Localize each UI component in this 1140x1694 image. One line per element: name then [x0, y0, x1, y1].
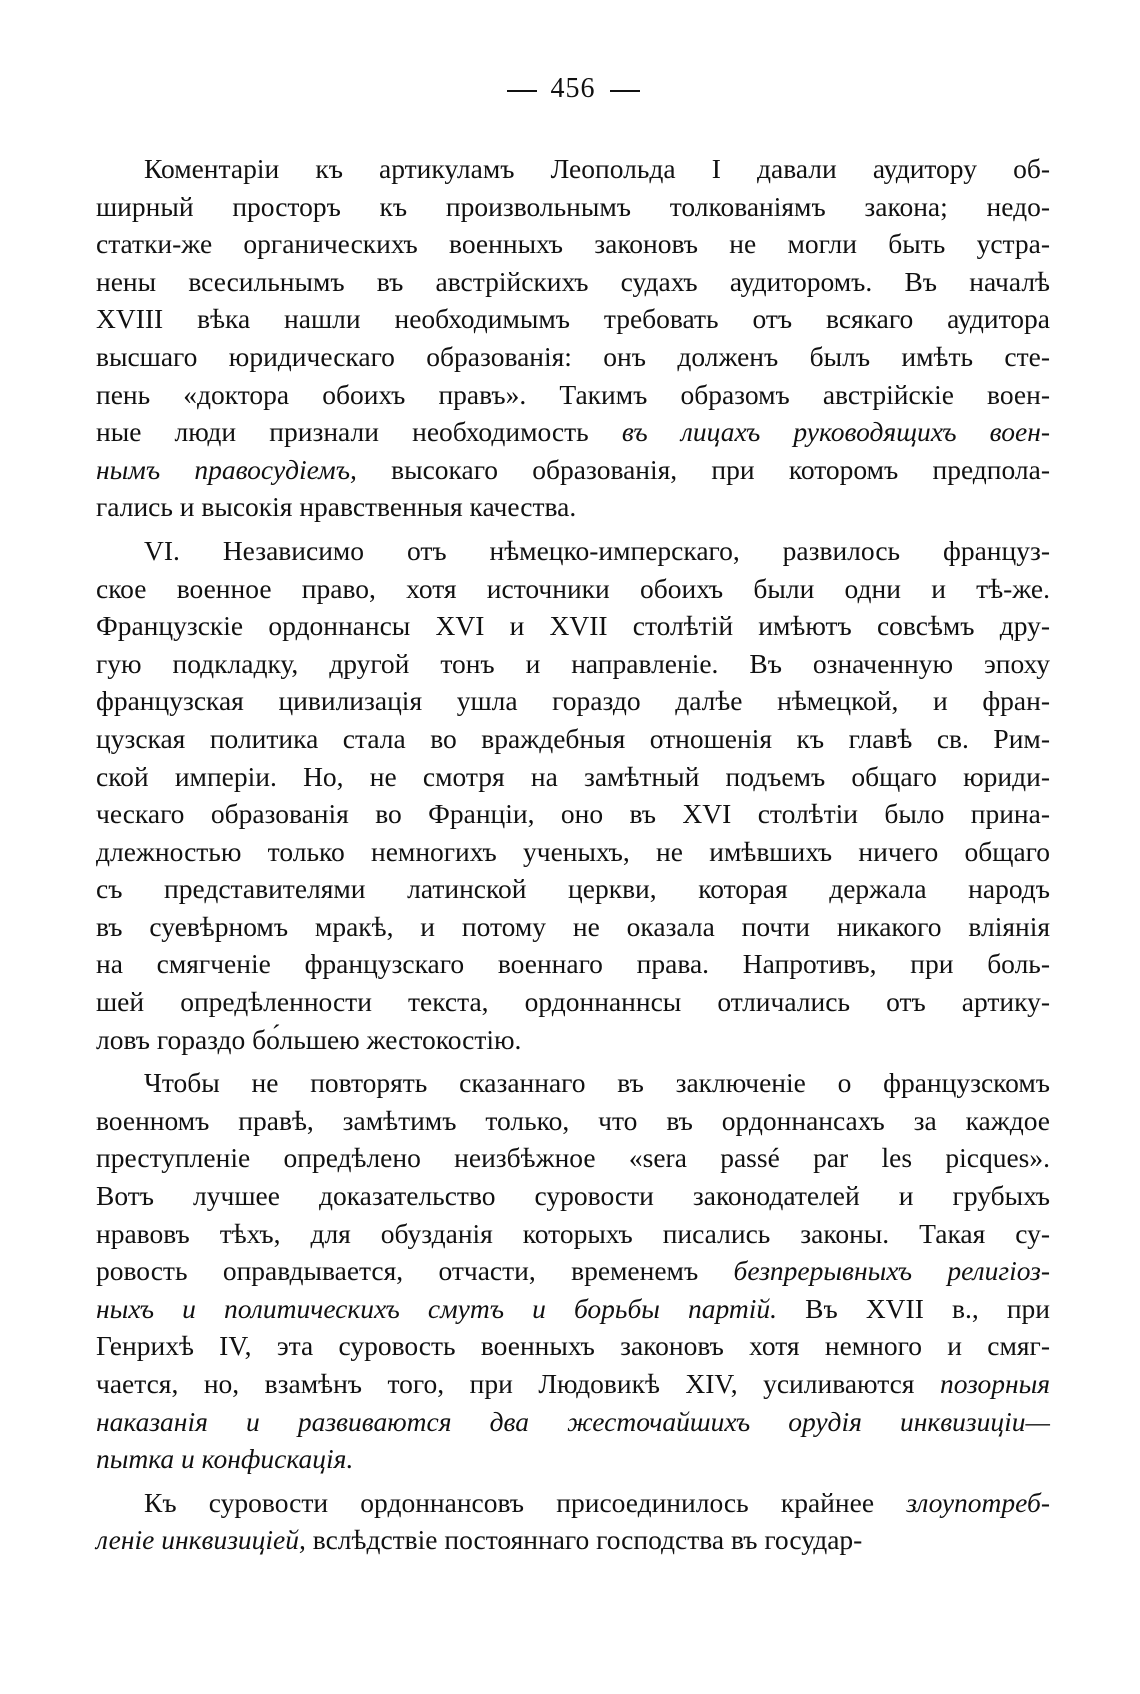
text-line — [96, 225, 1050, 263]
text-line — [96, 488, 1050, 526]
text-run: Генрихѣ IV, эта суровость военныхъ законовъ хотя немного и смяг- — [96, 1330, 1050, 1362]
text-run: цузская политика стала во враждебныя отношенія къ главѣ св. Рим- — [96, 722, 1050, 754]
text-run: ской имперіи. Но, не смотря на замѣтный подъемъ общаго юриди- — [96, 760, 1050, 792]
text-run: Къ суровости ордоннансовъ присоединилось крайнее — [144, 1486, 907, 1518]
text-line — [96, 682, 1050, 720]
text-line — [96, 1327, 1050, 1365]
text-line — [96, 1403, 1050, 1441]
text-line — [96, 188, 1050, 226]
text-run: ные люди признали необходимость — [96, 416, 622, 448]
text-line — [96, 1064, 1050, 1102]
text-line — [96, 1440, 1050, 1478]
text-run: длежностью только немногихъ ученыхъ, не имѣвшихъ ничего общаго — [96, 835, 1050, 867]
text-line — [96, 338, 1050, 376]
italic-text-run: леніе инквизиціей, — [96, 1524, 306, 1556]
text-line — [96, 570, 1050, 608]
paragraph — [96, 532, 1050, 1058]
text-run: Чтобы не повторять сказаннаго въ заключеніе о французскомъ — [144, 1067, 1050, 1099]
text-line — [96, 150, 1050, 188]
paragraph — [96, 1064, 1050, 1478]
text-line — [96, 645, 1050, 683]
italic-text-run: злоупотреб- — [906, 1486, 1050, 1518]
italic-text-run: въ лицахъ руководящихъ воен- — [621, 416, 1051, 448]
text-line — [96, 1177, 1050, 1215]
text-run: пень «доктора обоихъ правъ». Такимъ образомъ австрійскіе воен- — [96, 378, 1050, 410]
text-line — [96, 758, 1050, 796]
book-page — [96, 72, 1050, 1559]
italic-text-run: позорныя — [939, 1368, 1050, 1399]
text-run: французская цивилизація ушла гораздо далѣе нѣмецкой, и фран- — [96, 685, 1050, 717]
text-line — [96, 1215, 1050, 1253]
text-line — [96, 607, 1050, 645]
text-line — [96, 532, 1050, 570]
text-run: Вотъ лучшее доказательство суровости законодателей и грубыхъ — [96, 1180, 1050, 1212]
text-run: въ суевѣрномъ мракѣ, и потому не оказала почти никакого вліянія — [96, 910, 1050, 942]
italic-text-run: ныхъ и политическихъ смутъ и борьбы партій. — [96, 1292, 778, 1324]
text-line — [96, 983, 1050, 1021]
text-run: статки-же органическихъ военныхъ законовъ не могли быть устра- — [96, 228, 1050, 260]
text-run: высшаго юридическаго образованія: онъ долженъ былъ имѣть сте- — [96, 340, 1050, 372]
paragraph — [96, 1484, 1050, 1559]
text-run: гались и высокія нравственныя качества. — [96, 491, 577, 523]
text-run: Коментаріи къ артикуламъ Леопольда I давали аудитору об- — [144, 153, 1050, 184]
text-line — [96, 795, 1050, 833]
page-number: 456 — [550, 73, 596, 104]
text-run: XVIII вѣка нашли необходимымъ требовать отъ всякаго аудитора — [96, 303, 1050, 335]
text-line — [96, 300, 1050, 338]
dash-right — [610, 90, 640, 92]
italic-text-run: наказанія и развиваются два жесточайшихъ орудія инквизиціи— — [96, 1405, 1050, 1437]
italic-text-run: пытка и конфискація. — [96, 1443, 354, 1475]
text-line — [96, 1484, 1050, 1522]
text-line — [96, 833, 1050, 871]
page-number-header — [96, 72, 1050, 106]
text-run: Французскіе ордоннансы XVI и XVII столѣтій имѣютъ совсѣмъ дру- — [96, 610, 1050, 642]
italic-text-run: нымъ правосудіемъ, — [96, 453, 357, 485]
italic-text-run: безпрерывныхъ религіоз- — [733, 1255, 1051, 1287]
text-line — [96, 1365, 1050, 1403]
text-run: высокаго образованія, при которомъ предпола- — [356, 453, 1050, 485]
text-run: гую подкладку, другой тонъ и направленіе. Въ означенную эпоху — [96, 647, 1050, 679]
text-run: на смягченіе французскаго военнаго права. Напротивъ, при боль- — [96, 948, 1050, 980]
text-line — [96, 263, 1050, 301]
text-line — [96, 908, 1050, 946]
text-run: ческаго образованія во Франціи, оно въ XVI столѣтіи было прина- — [96, 798, 1050, 830]
dash-left — [507, 90, 537, 92]
text-line — [96, 376, 1050, 414]
text-run: ширный просторъ къ произвольнымъ толкованіямъ закона; недо- — [96, 190, 1050, 222]
text-run: съ представителями латинской церкви, которая держала народъ — [96, 873, 1050, 905]
text-run: ское военное право, хотя источники обоихъ были одни и тѣ-же. — [96, 572, 1050, 604]
text-line — [96, 1252, 1050, 1290]
paragraph — [96, 150, 1050, 526]
text-line — [96, 1521, 1050, 1559]
text-run: ловъ гораздо бо́льшею жестокостію. — [96, 1023, 522, 1055]
text-line — [96, 720, 1050, 758]
text-run: нены всесильнымъ въ австрійскихъ судахъ аудиторомъ. Въ началѣ — [96, 265, 1050, 297]
text-run: шей опредѣленности текста, ордоннаннсы отличались отъ артику- — [96, 986, 1050, 1018]
text-body — [96, 150, 1050, 1559]
text-run: чается, но, взамѣнъ того, при Людовикѣ XIV, усиливаются — [96, 1368, 940, 1399]
text-run: Въ XVII в., при — [777, 1292, 1050, 1324]
text-run: ровость оправдывается, отчасти, временемъ — [96, 1255, 734, 1287]
text-line — [96, 1102, 1050, 1140]
text-run: военномъ правѣ, замѣтимъ только, что въ ордоннансахъ за каждое — [96, 1104, 1050, 1136]
text-line — [96, 451, 1050, 489]
text-run: преступленіе опредѣлено неизбѣжное «sera passé par les picques». — [96, 1142, 1050, 1174]
text-run: нравовъ тѣхъ, для обузданія которыхъ писались законы. Такая су- — [96, 1217, 1050, 1249]
text-line — [96, 413, 1050, 451]
text-line — [96, 1021, 1050, 1059]
text-line — [96, 945, 1050, 983]
text-run: вслѣдствіе постояннаго господства въ государ- — [305, 1524, 863, 1556]
text-line — [96, 1139, 1050, 1177]
text-line — [96, 1290, 1050, 1328]
text-line — [96, 870, 1050, 908]
text-run: VI. Независимо отъ нѣмецко-имперскаго, развилось француз- — [144, 534, 1050, 566]
